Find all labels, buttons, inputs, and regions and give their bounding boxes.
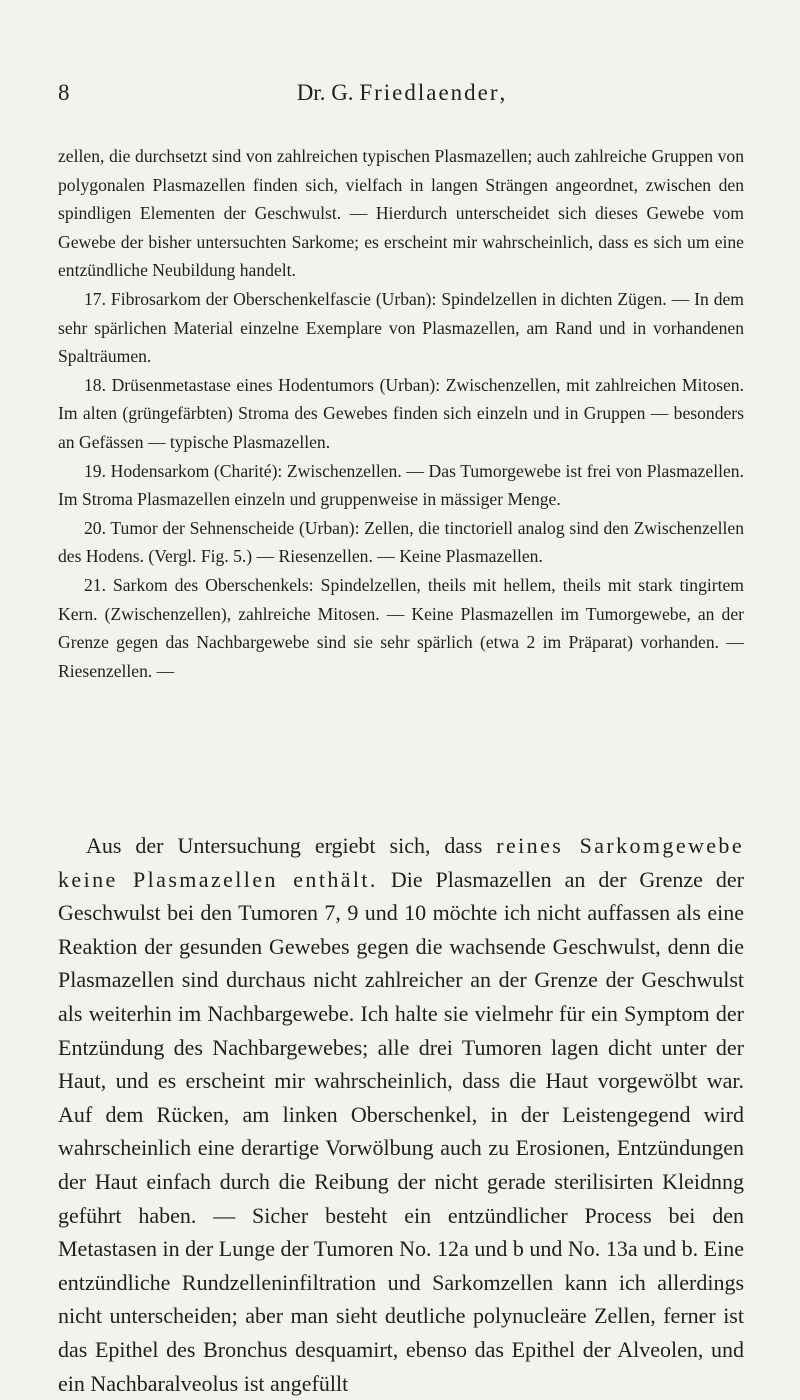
conclusion-emphasis: reines Sarkomgewebe keine Plasmazellen enthält.	[58, 833, 744, 892]
case-entry-21: 21. Sarkom des Oberschenkels: Spindelzellen, theils mit hellem, theils mit stark tingirtem Kern. (Zwischenzellen), zahlreiche Mitosen. — Keine Plasmazellen im Tumorgewebe, an der Grenze gegen das Nachbargewebe sind sie sehr spärlich (etwa 2 im Präparat) vorhanden. — Riesenzellen. —	[58, 574, 744, 681]
case-entry-20: 20. Tumor der Sehnenscheide (Urban): Zellen, die tinctoriell analog sind den Zwischenzellen des Hodens. (Vergl. Fig. 5.) — Riesenzellen. — Keine Plasmazellen.	[58, 517, 744, 567]
author-suffix: ,	[499, 80, 506, 105]
conclusion-intro: Aus der Untersuchung ergiebt sich, dass	[86, 833, 497, 858]
conclusion-paragraph	[58, 829, 744, 1400]
page-number: 8	[58, 80, 70, 105]
conclusion-body: Die Plasmazellen an der Grenze der Geschwulst bei den Tumoren 7, 9 und 10 möchte ich nicht auffassen als eine Reaktion der gesunden Gewebes gegen die wachsende Geschwulst, denn die Plasmazellen sind durchaus nicht zahlreicher an der Grenze der Geschwulst als weiterhin im Nachbargewebe. Ich halte sie vielmehr für ein Symptom der Entzündung des Nachbargewebes; alle drei Tumoren lagen dicht unter der Haut, und es erscheint mir wahrscheinlich, dass die Haut vorgewölbt war. Auf dem Rücken, am linken Oberschenkel, in der Leistengegend wird wahrscheinlich eine derartige Vorwölbung auch zu Erosionen, Entzündungen der Haut einfach durch die Reibung der nicht gerade sterilisirten Kleidnng geführt haben. — Sicher besteht ein entzündlicher Process bei den Metastasen in der Lunge der Tumoren No. 12a und b und No. 13a und b. Eine entzündliche Rundzelleninfiltration und Sarkomzellen kann ich allerdings nicht unterscheiden; aber man sieht deutliche polynucleäre Zellen, ferner ist das Epithel des Bronchus desquamirt, ebenso das Epithel der Alveolen, und ein Nachbaralveolus ist angefüllt	[58, 866, 744, 1396]
case-entry-17: 17. Fibrosarkom der Oberschenkelfascie (Urban): Spindelzellen in dichten Zügen. — In dem sehr spärlichen Material einzelne Exemplare von Plasmazellen, am Rand und in vorhandenen Spalträumen.	[58, 288, 744, 367]
continuation-paragraph: zellen, die durchsetzt sind von zahlreichen typischen Plasmazellen; auch zahlreiche Gruppen von polygonalen Plasmazellen finden sich, vielfach in langen Strängen angeordnet, zwischen den spindligen Elementen der Geschwulst. — Hierdurch unterscheidet sich dieses Gewebe vom Gewebe der bisher untersuchten Sarkome; es erscheint mir wahrscheinlich, dass es sich um eine entzündliche Neubildung handelt.	[58, 146, 744, 281]
page-header	[58, 76, 744, 110]
case-entry-19: 19. Hodensarkom (Charité): Zwischenzellen. — Das Tumorgewebe ist frei von Plasmazellen. Im Stroma Plasmazellen einzeln und gruppenweise in mässiger Menge.	[58, 460, 744, 510]
conclusion-section	[58, 829, 744, 1400]
running-head	[58, 76, 744, 110]
author-prefix: Dr. G.	[296, 80, 354, 105]
case-list	[58, 142, 744, 685]
author-name: Friedlaender	[359, 80, 500, 105]
case-entry-18: 18. Drüsenmetastase eines Hodentumors (Urban): Zwischenzellen, mit zahlreichen Mitosen. Im alten (grüngefärbten) Stroma des Gewebes finden sich einzeln und in Gruppen — besonders an Gefässen — typische Plasmazellen.	[58, 374, 744, 452]
